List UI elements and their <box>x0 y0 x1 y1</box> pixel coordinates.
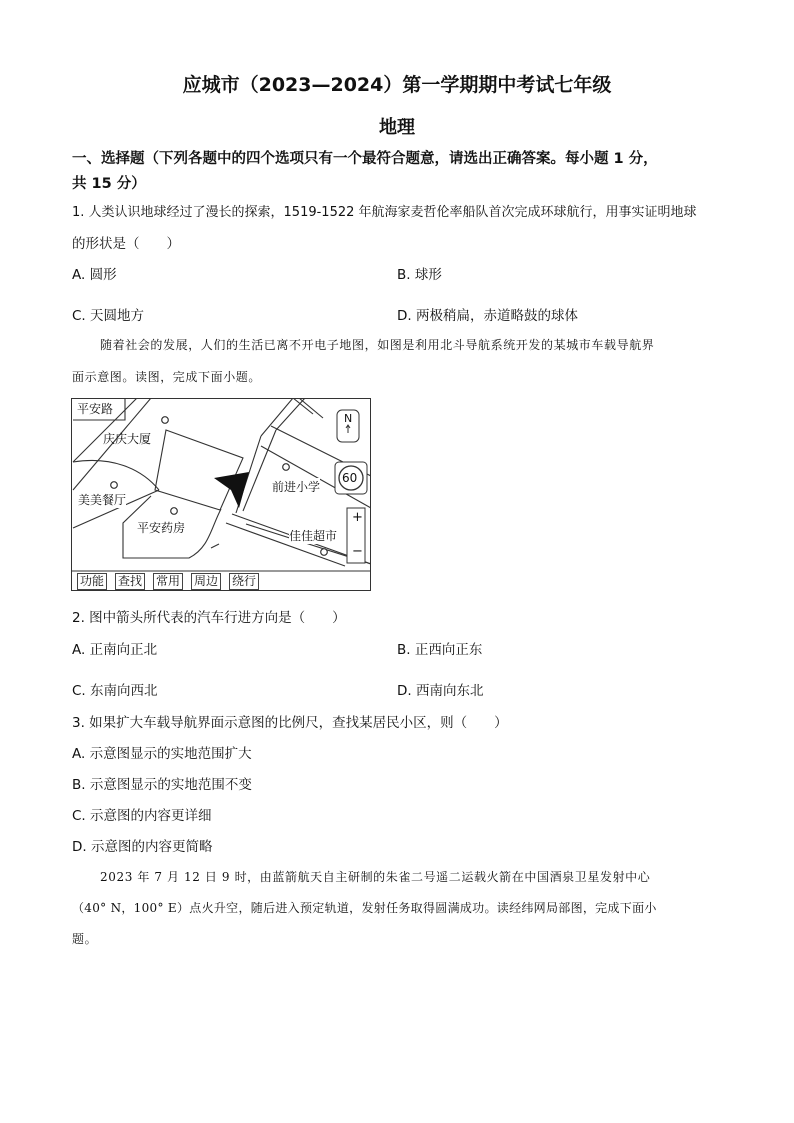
q1-stem-line2: 的形状是（ ） <box>72 236 180 252</box>
q2-option-a <box>72 638 157 658</box>
option-text: 东南向西北 <box>90 683 158 699</box>
q2-option-c <box>72 679 158 699</box>
q1-stem-line1: 1. 人类认识地球经过了漫长的探索，1519-1522 年航海家麦哲伦率船队首次完成环球航行，用事实证明地球 <box>72 205 697 220</box>
option-text: 正南向正北 <box>89 642 158 658</box>
place-label: 庆庆大厦 <box>103 432 152 446</box>
option-letter: C. <box>72 683 86 699</box>
option-letter: C. <box>72 808 86 824</box>
option-text: 西南向东北 <box>415 683 484 699</box>
toolbar-button-search[interactable]: 查找 <box>115 573 145 590</box>
option-text: 示意图的内容更简略 <box>90 839 213 855</box>
option-letter: A. <box>72 642 86 658</box>
q3-stem: 3. 如果扩大车载导航界面示意图的比例尺，查找某居民小区，则（ ） <box>72 715 508 731</box>
q2-option-d <box>397 679 483 699</box>
subject-title: 地理 <box>379 117 415 138</box>
toolbar-button-function[interactable]: 功能 <box>77 573 107 590</box>
option-letter: A. <box>72 746 86 762</box>
passage1-line1: 随着社会的发展，人们的生活已离不开电子地图，如图是利用北斗导航系统开发的某城市车载导航界 <box>100 338 655 352</box>
speed-limit-value: 60 <box>342 471 358 485</box>
option-text: 球形 <box>414 267 442 283</box>
q3-option-c <box>72 804 212 824</box>
q1-option-d <box>397 304 578 324</box>
q1-option-a <box>72 263 117 283</box>
option-letter: D. <box>72 839 87 855</box>
exam-title: 应城市（2023—2024）第一学期期中考试七年级 <box>182 74 612 96</box>
q1-option-c <box>72 304 144 324</box>
navigation-map <box>71 398 371 591</box>
toolbar-button-detour[interactable]: 绕行 <box>229 573 259 590</box>
passage1-line2: 面示意图。读图，完成下面小题。 <box>72 370 262 384</box>
toolbar-button-nearby[interactable]: 周边 <box>191 573 221 590</box>
option-text: 圆形 <box>89 267 117 283</box>
option-letter: D. <box>397 308 412 324</box>
section-heading-line2: 共 15 分） <box>72 176 146 192</box>
place-label: 前进小学 <box>272 480 321 494</box>
passage2-line2: （40° N，100° E）点火升空，随后进入预定轨道，发射任务取得圆满成功。读经纬网局部图，完成下面小 <box>72 901 657 915</box>
option-text: 两极稍扁，赤道略鼓的球体 <box>415 308 578 324</box>
place-label: 佳佳超市 <box>289 529 338 543</box>
option-letter: B. <box>397 267 411 283</box>
q3-option-d <box>72 835 212 855</box>
option-text: 天圆地方 <box>90 308 145 324</box>
zoom-out-button[interactable]: − <box>352 544 363 559</box>
q3-option-b <box>72 773 252 793</box>
q1-option-b <box>397 263 442 283</box>
toolbar-button-common[interactable]: 常用 <box>153 573 183 590</box>
option-letter: A. <box>72 267 86 283</box>
passage2-line3: 题。 <box>72 932 98 946</box>
q2-option-b <box>397 638 482 658</box>
option-text: 示意图显示的实地范围扩大 <box>89 746 252 762</box>
option-letter: B. <box>397 642 411 658</box>
zoom-in-button[interactable]: + <box>352 510 363 525</box>
north-label: N <box>344 412 353 425</box>
q2-stem: 2. 图中箭头所代表的汽车行进方向是（ ） <box>72 610 346 626</box>
place-label: 美美餐厅 <box>78 493 127 507</box>
option-text: 示意图显示的实地范围不变 <box>89 777 252 793</box>
option-letter: B. <box>72 777 86 793</box>
q3-option-a <box>72 742 252 762</box>
option-letter: C. <box>72 308 86 324</box>
place-label: 平安药房 <box>137 521 186 535</box>
section-heading-line1: 一、选择题（下列各题中的四个选项只有一个最符合题意，请选出正确答案。每小题 1 分， <box>72 151 658 167</box>
option-text: 示意图的内容更详细 <box>90 808 212 824</box>
option-letter: D. <box>397 683 412 699</box>
passage2-line1: 2023 年 7 月 12 日 9 时，由蓝箭航天自主研制的朱雀二号遥二运载火箭在中国酒泉卫星发射中心 <box>100 870 651 884</box>
option-text: 正西向正东 <box>414 642 483 658</box>
road-label: 平安路 <box>77 402 114 416</box>
